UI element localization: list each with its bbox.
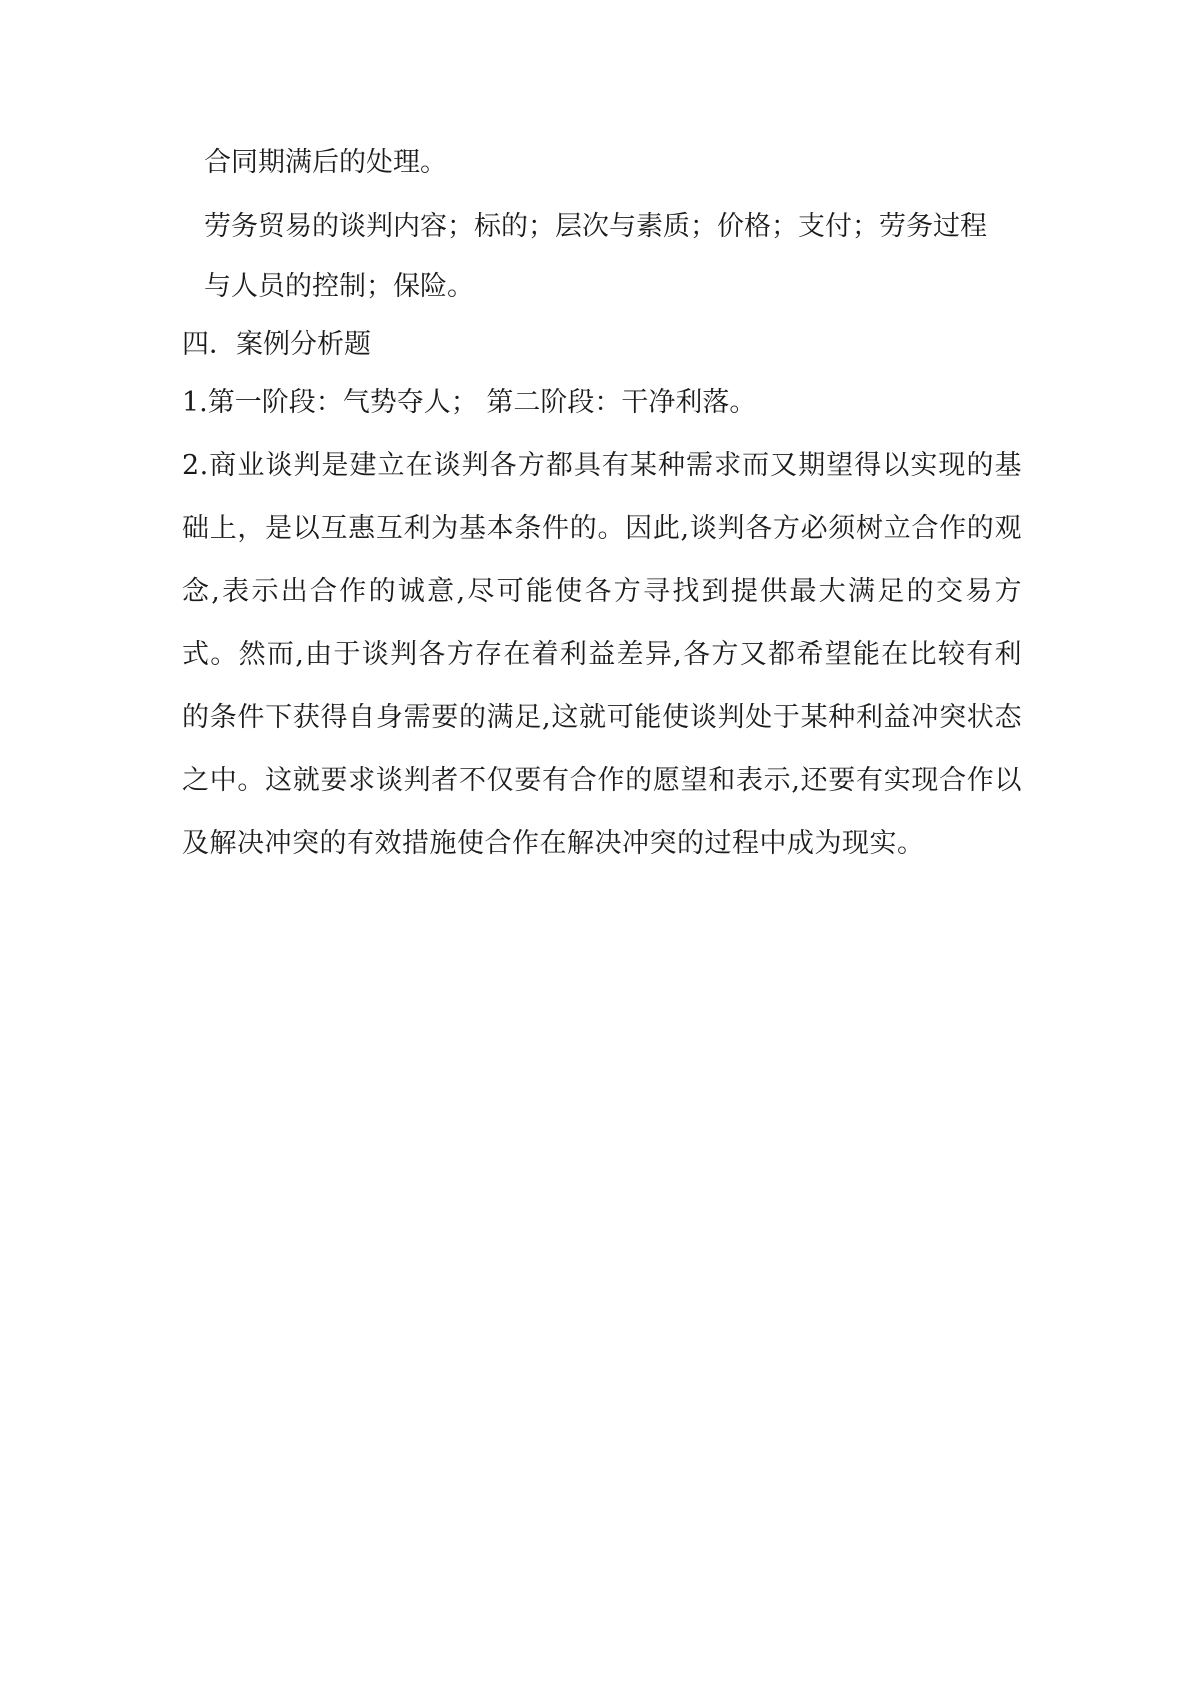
- text-line-service-trade-contents-cont: 与人员的控制；保险。: [204, 271, 474, 302]
- text-line-answer-1: 1.第一阶段：气势夺人； 第二阶段：干净利落。: [182, 387, 757, 418]
- text-line-contract-expiry: 合同期满后的处理。: [204, 147, 447, 178]
- text-line-service-trade-contents: 劳务贸易的谈判内容；标的；层次与素质；价格；支付；劳务过程: [204, 211, 987, 242]
- document-body: [182, 146, 1022, 875]
- paragraph-answer-2: 2.商业谈判是建立在谈判各方都具有某种需求而又期望得以实现的基础上，是以互惠互利为基本条件的。因此,谈判各方必须树立合作的观念,表示出合作的诚意,尽可能使各方寻找到提供最大满足的交易方式。然而,由于谈判各方存在着利益差异,各方又都希望能在比较有利的条件下获得自身需要的满足,这就可能使谈判处于某种利益冲突状态之中。这就要求谈判者不仅要有合作的愿望和表示,还要有实现合作以及解决冲突的有效措施使合作在解决冲突的过程中成为现实。: [182, 450, 1022, 859]
- section-heading-case-analysis: 四．案例分析题: [182, 329, 371, 360]
